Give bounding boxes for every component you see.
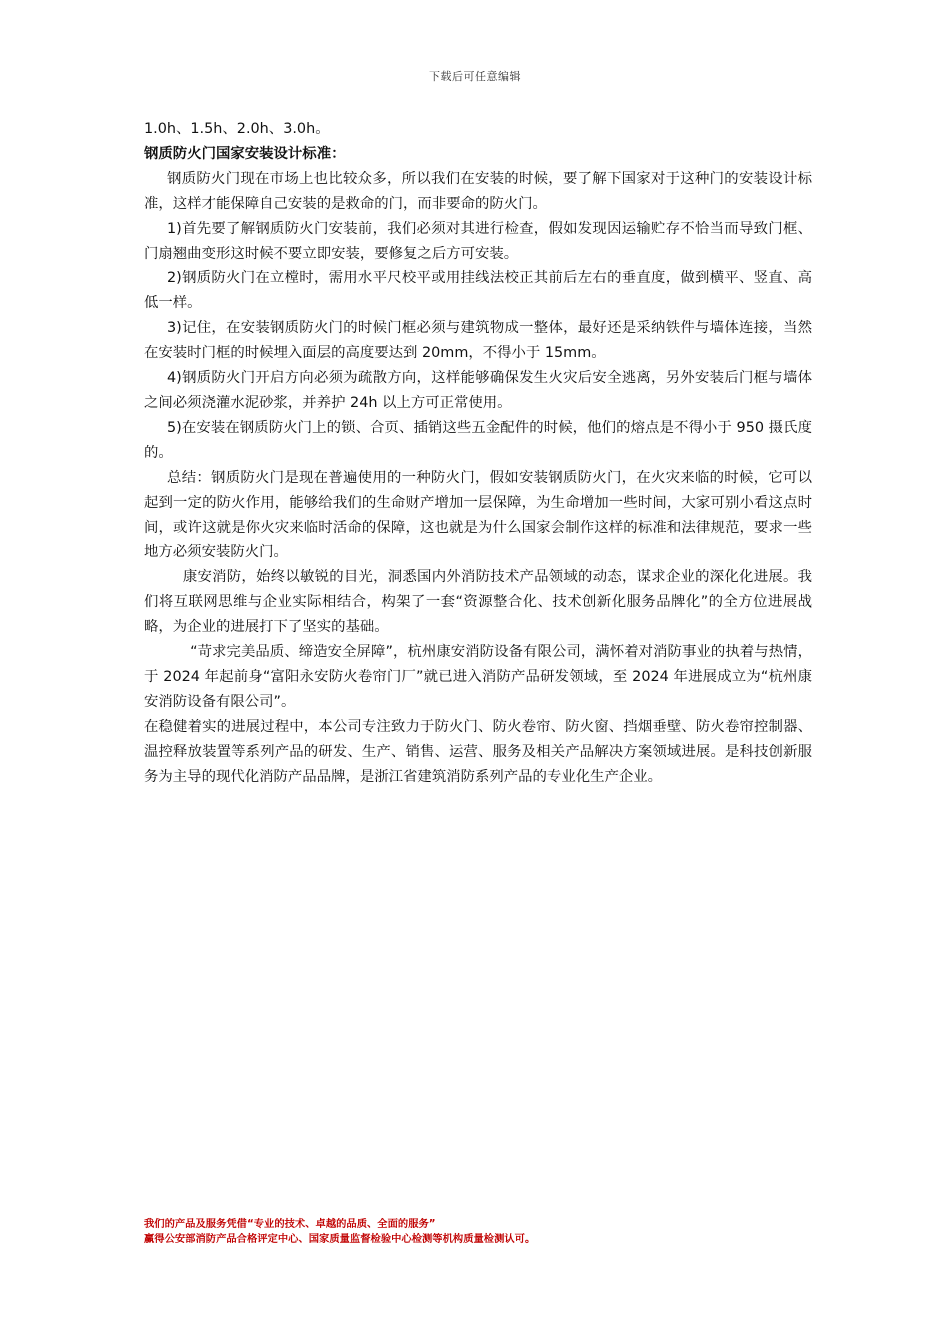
document-body: [144, 117, 812, 789]
page-header: 下载后可任意编辑: [429, 70, 521, 83]
install-step-2: 2)钢质防火门在立樘时，需用水平尺校平或用挂线法校正其前后左右的垂直度，做到横平、竖直、高低一样。: [144, 270, 812, 312]
summary-paragraph: 总结：钢质防火门是现在普遍使用的一种防火门，假如安装钢质防火门，在火灾来临的时候，它可以起到一定的防火作用，能够给我们的生命财产增加一层保障，为生命增加一些时间，大家可别小看这点时间，或许这就是你火灾来临时活命的保障，这也就是为什么国家会制作这样的标准和法律规范，要求一些地方必须安装防火门。: [144, 469, 812, 561]
company-paragraph-1: 康安消防，始终以敏锐的目光，洞悉国内外消防技术产品领域的动态，谋求企业的深化化进展。我们将互联网思维与企业实际相结合，构架了一套“资源整合化、技术创新化服务品牌化”的全方位进展战略，为企业的进展打下了坚实的基础。: [144, 569, 812, 636]
install-step-1: 1)首先要了解钢质防火门安装前，我们必须对其进行检查，假如发现因运输贮存不恰当而导致门框、门扇翘曲变形这时候不要立即安装，要修复之后方可安装。: [144, 220, 812, 262]
footer-line-2: 赢得公安部消防产品合格评定中心、国家质量监督检验中心检测等机构质量检测认可。: [144, 1233, 536, 1245]
fire-rating-times: 1.0h、1.5h、2.0h、3.0h。: [144, 121, 330, 137]
footer-line-1: 我们的产品及服务凭借“专业的技术、卓越的品质、全面的服务”: [144, 1218, 436, 1230]
page-footer: [144, 1217, 844, 1247]
install-step-3: 3)记住，在安装钢质防火门的时候门框必须与建筑物成一整体，最好还是采纳铁件与墙体连接，当然在安装时门框的时候埋入面层的高度要达到 20mm，不得小于 15mm。: [144, 320, 812, 362]
company-paragraph-3: 在稳健着实的进展过程中，本公司专注致力于防火门、防火卷帘、防火窗、挡烟垂壁、防火卷帘控制器、温控释放装置等系列产品的研发、生产、销售、运营、服务及相关产品解决方案领域进展。是科技创新服务为主导的现代化消防产品品牌，是浙江省建筑消防系列产品的专业化生产企业。: [144, 718, 812, 785]
intro-paragraph: 钢质防火门现在市场上也比较众多，所以我们在安装的时候，要了解下国家对于这种门的安装设计标准，这样才能保障自己安装的是救命的门，而非要命的防火门。: [144, 170, 812, 212]
install-step-5: 5)在安装在钢质防火门上的锁、合页、插销这些五金配件的时候，他们的熔点是不得小于 950 摄氏度的。: [144, 419, 812, 461]
section-heading: 钢质防火门国家安装设计标准：: [144, 145, 346, 162]
company-paragraph-2: “苛求完美品质、缔造安全屏障”，杭州康安消防设备有限公司，满怀着对消防事业的执着与热情，于 2024 年起前身“富阳永安防火卷帘门厂”就已进入消防产品研发领域，至 2024 年进展成立为“杭州康安消防设备有限公司”。: [144, 644, 812, 710]
install-step-4: 4)钢质防火门开启方向必须为疏散方向，这样能够确保发生火灾后安全逃离，另外安装后门框与墙体之间必须浇灌水泥砂浆，并养护 24h 以上方可正常使用。: [144, 370, 812, 411]
